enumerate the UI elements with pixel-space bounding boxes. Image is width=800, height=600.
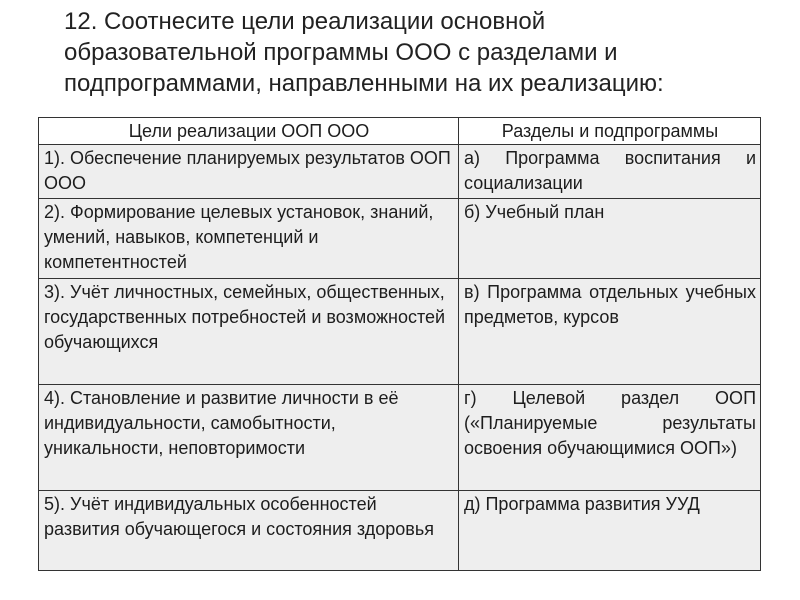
header-goals: Цели реализации ООП ООО — [39, 118, 459, 145]
table-row — [39, 491, 761, 571]
goal-cell: 2). Формирование целевых установок, знаний, умений, навыков, компетенций и компетентностей — [39, 199, 459, 279]
table-row — [39, 145, 761, 199]
section-cell: в) Программа отдельных учебных предметов, курсов — [459, 279, 761, 385]
slide-title-line: подпрограммами, направленными на их реализацию: — [64, 70, 664, 97]
slide-title-line: образовательной программы ООО с разделами и — [64, 39, 618, 66]
table-row — [39, 279, 761, 385]
slide-title-line: 12. Соотнесите цели реализации основной — [64, 8, 546, 35]
section-cell: д) Программа развития УУД — [459, 491, 761, 571]
header-sections: Разделы и подпрограммы — [459, 118, 761, 145]
section-cell: г) Целевой раздел ООП («Планируемые результаты освоения обучающимися ООП») — [459, 385, 761, 491]
table-row — [39, 385, 761, 491]
table-header-row — [39, 118, 761, 145]
section-cell: а) Программа воспитания и социализации — [459, 145, 761, 199]
matching-table — [38, 117, 761, 571]
goal-cell: 1). Обеспечение планируемых результатов ООП ООО — [39, 145, 459, 199]
slide-title — [64, 6, 764, 99]
section-cell: б) Учебный план — [459, 199, 761, 279]
table-row — [39, 199, 761, 279]
goal-cell: 4). Становление и развитие личности в её индивидуальности, самобытности, уникальности, неповторимости — [39, 385, 459, 491]
goal-cell: 5). Учёт индивидуальных особенностей развития обучающегося и состояния здоровья — [39, 491, 459, 571]
goal-cell: 3). Учёт личностных, семейных, общественных, государственных потребностей и возможностей обучающихся — [39, 279, 459, 385]
